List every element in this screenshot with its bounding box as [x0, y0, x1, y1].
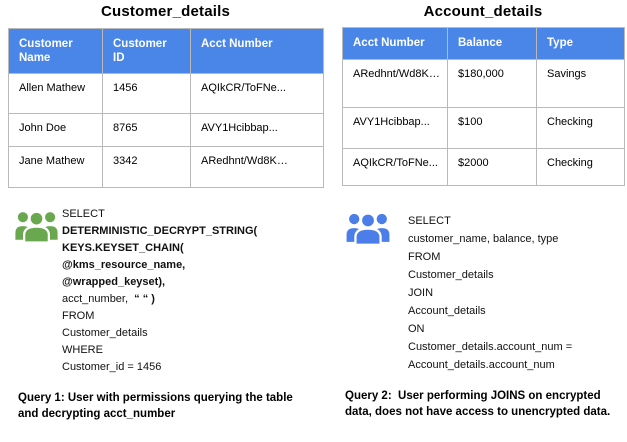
column-header-type: Type: [537, 28, 625, 60]
table-row: [343, 108, 625, 149]
column-header-acct-number: Acct Number: [343, 28, 448, 60]
sql-line: Customer_id = 1456: [62, 361, 162, 373]
table-row: [9, 74, 324, 114]
sql-line: @wrapped_keyset),: [62, 276, 166, 288]
customer-table-title: Customer_details: [100, 3, 231, 20]
table-row: [9, 147, 324, 188]
sql-line: JOIN: [408, 287, 434, 299]
account-details-table: [342, 27, 625, 186]
table-cell: AVY1Hcibbap...: [191, 114, 324, 147]
column-header-customer-name: Customer Name: [9, 29, 103, 74]
column-header-customer-id: Customer ID: [103, 29, 191, 74]
sql-line: FROM: [62, 310, 95, 322]
table-row: [343, 149, 625, 186]
table-cell: Checking: [537, 149, 625, 186]
table-cell: 3342: [103, 147, 191, 188]
sql-line: Customer_details.account_num =: [408, 341, 573, 353]
users-group-icon-blue: [345, 210, 391, 250]
table-cell: Checking: [537, 108, 625, 149]
query1-sql: [62, 206, 257, 376]
sql-line: Customer_details: [62, 327, 148, 339]
sql-line: KEYS.KEYSET_CHAIN(: [62, 242, 184, 254]
table-cell: 8765: [103, 114, 191, 147]
customer-header-row: [9, 29, 324, 74]
sql-line: Account_details: [408, 305, 486, 317]
sql-line: FROM: [408, 251, 441, 263]
sql-line: SELECT: [62, 208, 105, 220]
table-cell: $2000: [448, 149, 537, 186]
sql-line: SELECT: [408, 215, 451, 227]
account-table-title: Account_details: [423, 3, 543, 20]
table-row: [9, 114, 324, 147]
table-cell: $180,000: [448, 60, 537, 108]
column-header-acct-number: Acct Number: [191, 29, 324, 74]
query2-caption: Query 2: User performing JOINS on encrypted data, does not have access to unencrypted data.: [345, 390, 611, 418]
table-cell: AQIkCR/ToFNe...: [343, 149, 448, 186]
table-cell: John Doe: [9, 114, 103, 147]
query1-caption: Query 1: User with permissions querying the table and decrypting acct_number: [18, 392, 296, 420]
users-group-icon-green: [14, 208, 59, 248]
table-cell: ARedhnt/Wd8K…: [343, 60, 448, 108]
table-cell: $100: [448, 108, 537, 149]
query2-sql: [408, 212, 572, 374]
sql-line: acct_number, “ “ ): [62, 293, 155, 305]
table-cell: Savings: [537, 60, 625, 108]
table-row: [343, 60, 625, 108]
table-cell: Allen Mathew: [9, 74, 103, 114]
sql-line: @kms_resource_name,: [62, 259, 186, 271]
sql-line: ON: [408, 323, 425, 335]
sql-line: Customer_details: [408, 269, 494, 281]
account-header-row: [343, 28, 625, 60]
table-cell: Jane Mathew: [9, 147, 103, 188]
sql-line: Account_details.account_num: [408, 359, 555, 371]
table-cell: AQIkCR/ToFNe...: [191, 74, 324, 114]
table-cell: ARedhnt/Wd8K…: [191, 147, 324, 188]
customer-details-table: [8, 28, 324, 188]
table-cell: 1456: [103, 74, 191, 114]
sql-line: customer_name, balance, type: [408, 233, 559, 245]
column-header-balance: Balance: [448, 28, 537, 60]
sql-line: DETERMINISTIC_DECRYPT_STRING(: [62, 225, 258, 237]
sql-line: WHERE: [62, 344, 103, 356]
table-cell: AVY1Hcibbap...: [343, 108, 448, 149]
